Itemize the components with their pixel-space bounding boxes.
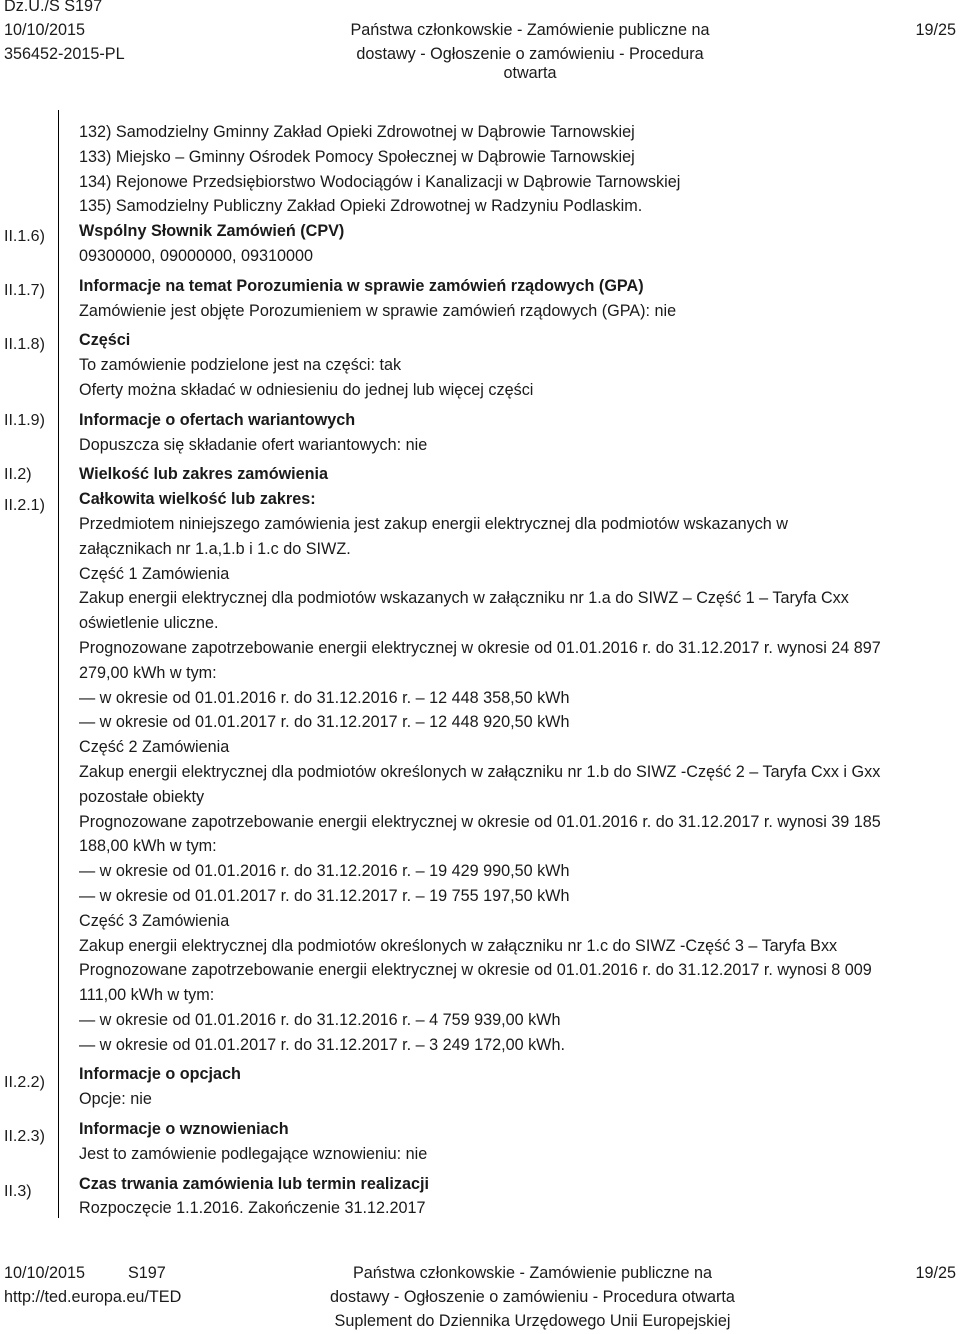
entity-line: 133) Miejsko – Gminny Ośrodek Pomocy Społecznej w Dąbrowie Tarnowskiej bbox=[79, 147, 635, 166]
section-number: II.3) bbox=[4, 1183, 32, 1200]
scope-heading: Wielkość lub zakres zamówienia bbox=[79, 465, 329, 484]
section-numbers bbox=[0, 0, 76, 1334]
footer-page-number: 19/25 bbox=[915, 1264, 956, 1282]
part1-desc: oświetlenie uliczne. bbox=[79, 614, 219, 633]
cpv-heading: Wspólny Słownik Zamówień (CPV) bbox=[79, 222, 345, 241]
part1-period: — w okresie od 01.01.2017 r. do 31.12.2017 r. – 12 448 920,50 kWh bbox=[79, 713, 570, 732]
part1-period: — w okresie od 01.01.2016 r. do 31.12.2016 r. – 12 448 358,50 kWh bbox=[79, 688, 570, 707]
header-title-line2: dostawy - Ogłoszenie o zamówieniu - Procedura otwarta bbox=[356, 45, 704, 82]
section-number: II.2.1) bbox=[4, 497, 45, 514]
header-title-line1: Państwa członkowskie - Zamówienie publiczne na bbox=[350, 21, 710, 39]
footer-url[interactable]: http://ted.europa.eu/TED bbox=[4, 1288, 182, 1306]
entity-line: 135) Samodzielny Publiczny Zakład Opieki Zdrowotnej w Radzyniu Podlaskim. bbox=[79, 197, 643, 216]
header-doc-ref: Dz.U./S S197 bbox=[4, 0, 103, 15]
options-heading: Informacje o opcjach bbox=[79, 1065, 241, 1084]
section-number: II.1.7) bbox=[4, 282, 45, 299]
part1-forecast: 279,00 kWh w tym: bbox=[79, 663, 217, 682]
part2-forecast: Prognozowane zapotrzebowanie energii elektrycznej w okresie od 01.01.2016 r. do 31.12.2017 r. wynosi 39 185 bbox=[79, 812, 881, 831]
part2-desc: pozostałe obiekty bbox=[79, 787, 205, 806]
part2-desc: Zakup energii elektrycznej dla podmiotów określonych w załączniku nr 1.b do SIWZ -Część 2 – Taryfa Cxx i Gxx bbox=[79, 762, 881, 781]
duration-heading: Czas trwania zamówienia lub termin realizacji bbox=[79, 1174, 429, 1193]
part2-forecast: 188,00 kWh w tym: bbox=[79, 837, 217, 856]
part1-title: Część 1 Zamówienia bbox=[79, 564, 230, 583]
cpv-codes: 09300000, 09000000, 09310000 bbox=[79, 246, 314, 265]
page-header bbox=[0, 0, 960, 82]
footer-series: S197 bbox=[128, 1264, 166, 1282]
part2-title: Część 2 Zamówienia bbox=[79, 738, 230, 757]
parts-offers: Oferty można składać w odniesieniu do jednej lub więcej części bbox=[79, 380, 534, 399]
options-text: Opcje: nie bbox=[79, 1090, 152, 1109]
entity-line: 132) Samodzielny Gminny Zakład Opieki Zdrowotnej w Dąbrowie Tarnowskiej bbox=[79, 123, 635, 141]
section-number: II.1.6) bbox=[4, 228, 45, 245]
subject-line: załącznikach nr 1.a,1.b i 1.c do SIWZ. bbox=[79, 539, 351, 558]
part3-desc: Zakup energii elektrycznej dla podmiotów określonych w załączniku nr 1.c do SIWZ -Część 3 – Taryfa Bxx bbox=[79, 936, 838, 955]
header-date: 10/10/2015 bbox=[4, 21, 86, 39]
gutter-divider bbox=[58, 110, 59, 1218]
part3-forecast: Prognozowane zapotrzebowanie energii elektrycznej w okresie od 01.01.2016 r. do 31.12.2017 r. wynosi 8 009 bbox=[79, 961, 872, 980]
page-footer bbox=[0, 1262, 960, 1334]
part2-period: — w okresie od 01.01.2017 r. do 31.12.2017 r. – 19 755 197,50 kWh bbox=[79, 886, 570, 905]
part1-forecast: Prognozowane zapotrzebowanie energii elektrycznej w okresie od 01.01.2016 r. do 31.12.2017 r. wynosi 24 897 bbox=[79, 638, 881, 657]
section-number: II.2) bbox=[4, 466, 32, 483]
section-number: II.1.8) bbox=[4, 336, 45, 353]
part1-desc: Zakup energii elektrycznej dla podmiotów wskazanych w załączniku nr 1.a do SIWZ – Część 1 – Taryfa Cxx bbox=[79, 589, 849, 608]
gpa-text: Zamówienie jest objęte Porozumieniem w sprawie zamówień rządowych (GPA): nie bbox=[79, 301, 677, 320]
footer-title-line3: Suplement do Dziennika Urzędowego Unii Europejskiej bbox=[334, 1312, 731, 1330]
footer-title-line2: dostawy - Ogłoszenie o zamówieniu - Procedura otwarta bbox=[330, 1288, 735, 1306]
renewal-heading: Informacje o wznowieniach bbox=[79, 1120, 289, 1139]
part2-period: — w okresie od 01.01.2016 r. do 31.12.2016 r. – 19 429 990,50 kWh bbox=[79, 862, 570, 881]
variants-text: Dopuszcza się składanie ofert wariantowych: nie bbox=[79, 435, 428, 454]
variants-heading: Informacje o ofertach wariantowych bbox=[79, 410, 356, 429]
footer-date: 10/10/2015 bbox=[4, 1264, 86, 1282]
part3-period: — w okresie od 01.01.2016 r. do 31.12.2016 r. – 4 759 939,00 kWh bbox=[79, 1010, 561, 1029]
subject-line: Przedmiotem niniejszego zamówienia jest zakup energii elektrycznej dla podmiotów wskazanych w bbox=[79, 514, 788, 533]
part3-forecast: 111,00 kWh w tym: bbox=[79, 986, 215, 1005]
parts-heading: Części bbox=[79, 331, 131, 350]
part3-period: — w okresie od 01.01.2017 r. do 31.12.2017 r. – 3 249 172,00 kWh. bbox=[79, 1035, 565, 1054]
gpa-heading: Informacje na temat Porozumienia w sprawie zamówień rządowych (GPA) bbox=[79, 276, 644, 295]
total-heading: Całkowita wielkość lub zakres: bbox=[79, 490, 316, 509]
section-number: II.1.9) bbox=[4, 412, 45, 429]
header-page-number: 19/25 bbox=[915, 21, 956, 39]
part3-title: Część 3 Zamówienia bbox=[79, 911, 230, 930]
section-number: II.2.3) bbox=[4, 1128, 45, 1145]
main-content bbox=[79, 120, 957, 1221]
footer-title-line1: Państwa członkowskie - Zamówienie publiczne na bbox=[353, 1264, 712, 1282]
section-number: II.2.2) bbox=[4, 1074, 45, 1091]
header-notice-id: 356452-2015-PL bbox=[4, 45, 125, 63]
entity-line: 134) Rejonowe Przedsiębiorstwo Wodociągów i Kanalizacji w Dąbrowie Tarnowskiej bbox=[79, 172, 681, 191]
parts-divided: To zamówienie podzielone jest na części: tak bbox=[79, 356, 402, 375]
renewal-text: Jest to zamówienie podlegające wznowieniu: nie bbox=[79, 1144, 428, 1163]
duration-text: Rozpoczęcie 1.1.2016. Zakończenie 31.12.2017 bbox=[79, 1199, 426, 1218]
